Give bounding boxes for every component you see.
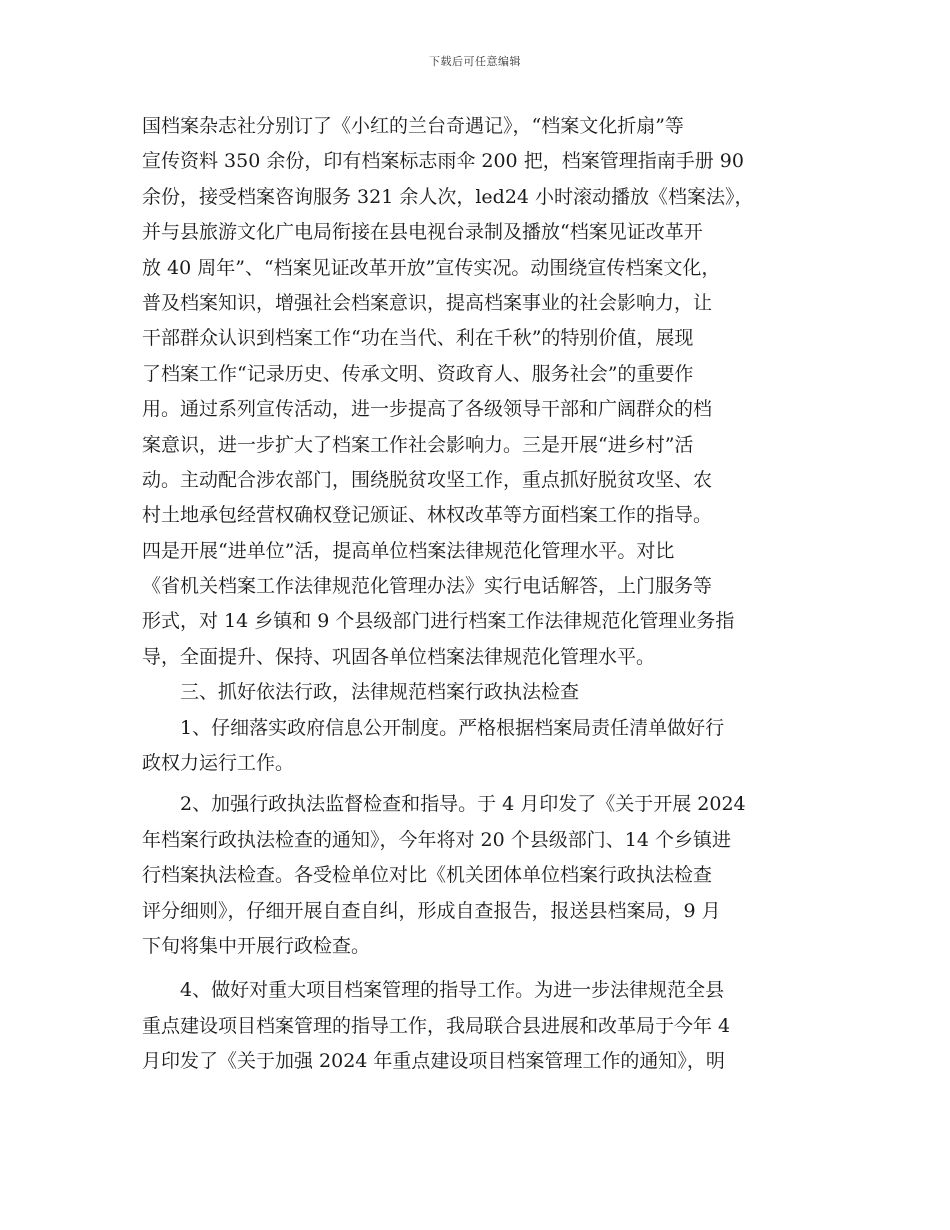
- text-line: 案意识，进一步扩大了档案工作社会影响力。三是开展“进乡村”活: [142, 433, 694, 456]
- text-line: 下旬将集中开展行政检查。: [142, 934, 371, 957]
- text-line: 评分细则》，仔细开展自查自纠，形成自查报告，报送县档案局，9 月: [142, 899, 721, 922]
- page-header: 下载后可任意编辑: [429, 55, 521, 68]
- document-body: [142, 109, 822, 1080]
- text-line: 干部群众认识到档案工作“功在当代、利在千秋”的特别价值，展现: [142, 327, 694, 350]
- text-line: 《省机关档案工作法律规范化管理办法》实行电话解答，上门服务等: [142, 575, 713, 598]
- text-line: 宣传资料 350 余份，印有档案标志雨伞 200 把，档案管理指南手册 90: [142, 150, 744, 173]
- text-line: 月印发了《关于加强 2024 年重点建设项目档案管理工作的通知》，明: [142, 1050, 725, 1073]
- paragraph-start: 4、做好对重大项目档案管理的指导工作。为进一步法律规范全县: [142, 979, 725, 1002]
- text-line: 普及档案知识，增强社会档案意识，提高档案事业的社会影响力，让: [142, 291, 713, 314]
- text-line: 余份，接受档案咨询服务 321 余人次，led24 小时滚动播放《档案法》，: [142, 185, 754, 208]
- section-heading: 三、抓好依法行政，法律规范档案行政执法检查: [142, 681, 580, 704]
- text-line: 用。通过系列宣传活动，进一步提高了各级领导干部和广阔群众的档: [142, 398, 713, 421]
- text-line: 动。主动配合涉农部门，围绕脱贫攻坚工作，重点抓好脱贫攻坚、农: [142, 468, 713, 491]
- paragraph-start: 1、仔细落实政府信息公开制度。严格根据档案局责任清单做好行: [142, 716, 725, 739]
- text-line: 了档案工作“记录历史、传承文明、资政育人、服务社会”的重要作: [142, 362, 694, 385]
- text-line: 四是开展“进单位”活，提高单位档案法律规范化管理水平。对比: [142, 539, 675, 562]
- text-line: 政权力运行工作。: [142, 752, 295, 775]
- text-line: 村土地承包经营权确权登记颁证、林权改革等方面档案工作的指导。: [142, 504, 713, 527]
- text-line: 国档案杂志社分别订了《小红的兰台奇遇记》，“档案文化折扇”等: [142, 115, 684, 137]
- text-line: 年档案行政执法检查的通知》，今年将对 20 个县级部门、14 个乡镇进: [142, 828, 731, 851]
- text-line: 导，全面提升、保持、巩固各单位档案法律规范化管理水平。: [142, 645, 656, 668]
- text-line: 行档案执法检查。各受检单位对比《机关团体单位档案行政执法检查: [142, 864, 713, 887]
- paragraph-start: 2、加强行政执法监督检查和指导。于 4 月印发了《关于开展 2024: [142, 793, 746, 816]
- text-line: 并与县旅游文化广电局衔接在县电视台录制及播放“档案见证改革开: [142, 221, 703, 244]
- text-line: 形式，对 14 乡镇和 9 个县级部门进行档案工作法律规范化管理业务指: [142, 610, 735, 633]
- text-line: 重点建设项目档案管理的指导工作，我局联合县进展和改革局于今年 4: [142, 1014, 731, 1037]
- text-line: 放 40 周年”、“档案见证改革开放”宣传实况。动围绕宣传档案文化，: [142, 256, 721, 279]
